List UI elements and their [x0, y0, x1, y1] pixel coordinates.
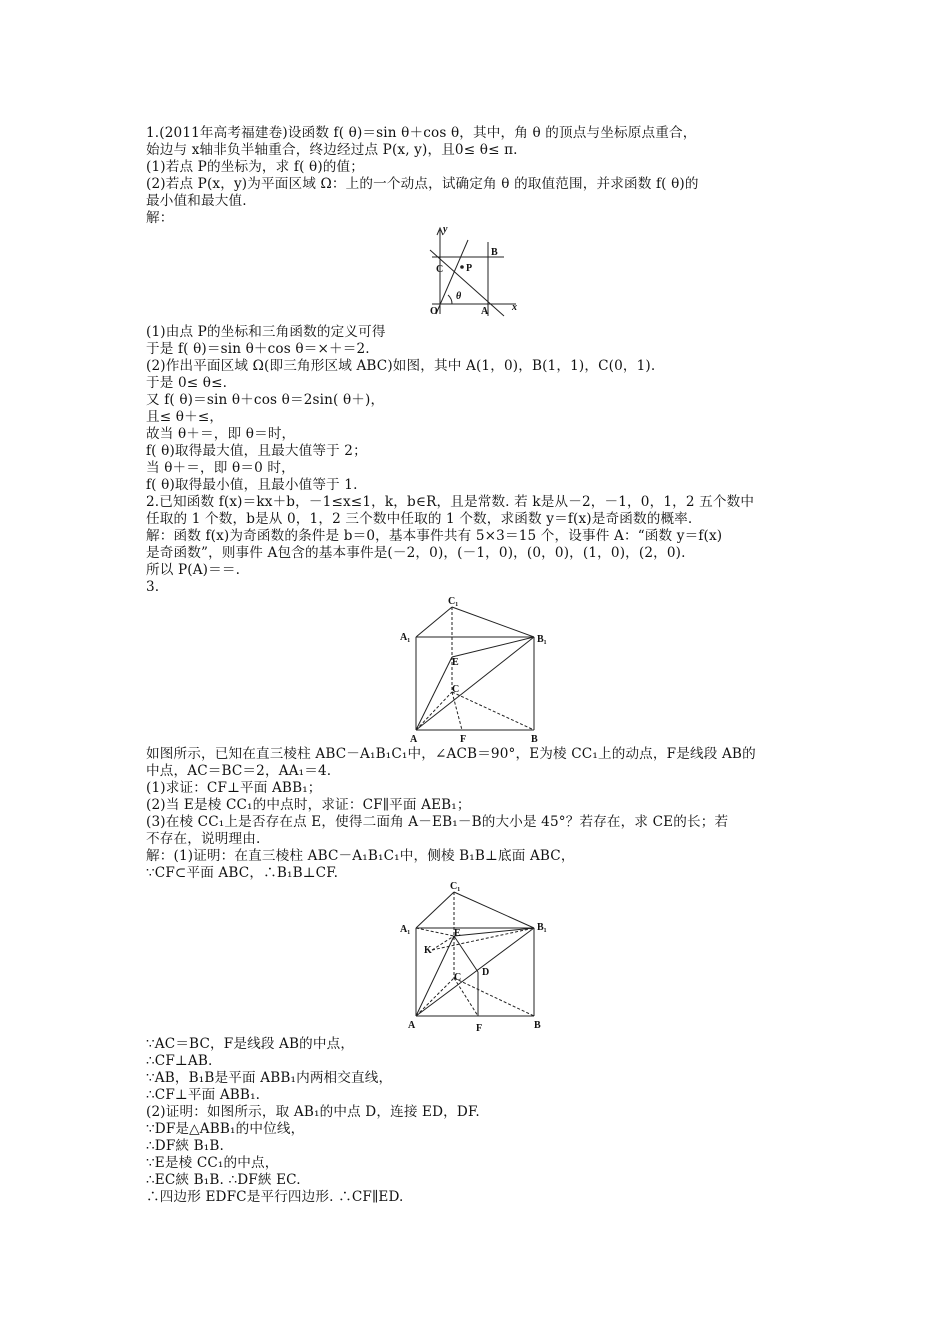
label-C: C — [452, 684, 460, 695]
text-line: ∵AC＝BC，F是线段 AB的中点， — [146, 1036, 355, 1052]
text-line: (2)当 E是棱 CC₁的中点时，求证：CF∥平面 AEB₁； — [146, 797, 471, 813]
text-line: 当 θ＋＝，即 θ＝0 时， — [146, 460, 295, 476]
text-line: f( θ)取得最小值，且最小值等于 1. — [146, 477, 358, 493]
label-E: E — [454, 928, 461, 939]
text-line: ∴EC綊 B₁B. ∴DF綊 EC. — [146, 1172, 301, 1188]
text-line: 不存在，说明理由. — [146, 831, 261, 847]
label-B: B — [534, 1020, 541, 1031]
segment-EB1 — [454, 928, 534, 936]
label-A: A — [481, 306, 489, 317]
text-line: (1)求证：CF⊥平面 ABB₁； — [146, 780, 322, 796]
segment-ED — [454, 936, 478, 972]
segment-CF-hidden — [454, 978, 478, 1016]
text-line: ∴CF⊥AB. — [146, 1053, 213, 1069]
text-line: 3. — [146, 579, 160, 595]
text-line: 如图所示，已知在直三棱柱 ABC－A₁B₁C₁中，∠ACB＝90°，E为棱 CC₁上的动点，F是线段 AB的 — [146, 746, 756, 762]
text-line: (1)若点 P的坐标为，求 f( θ)的值； — [146, 159, 365, 175]
text-line: 最小值和最大值. — [146, 193, 247, 209]
label-A1: A₁ — [400, 924, 411, 935]
label-A: A — [408, 1020, 416, 1031]
text-line: 又 f( θ)＝sin θ＋cos θ＝2sin( θ＋)， — [146, 392, 385, 408]
label-P: P — [466, 263, 473, 274]
label-C: C — [454, 972, 462, 983]
line-x-plus-y-eq-1 — [430, 250, 504, 316]
text-line: ∵DF是△ABB₁的中位线， — [146, 1121, 305, 1137]
text-line: 且≤ θ＋≤， — [146, 409, 224, 425]
label-A: A — [410, 734, 418, 745]
label-O: O — [430, 306, 438, 317]
text-line: (1)由点 P的坐标和三角函数的定义可得 — [146, 324, 386, 340]
edge-AC-hidden — [416, 692, 452, 730]
point-P — [460, 265, 464, 269]
label-C1: C₁ — [448, 596, 459, 607]
text-line: 始边与 x轴非负半轴重合，终边经过点 P(x, y)，且0≤ θ≤ π. — [146, 142, 518, 158]
segment-A1E-hidden — [416, 928, 454, 936]
edge-A1C1 — [416, 607, 452, 637]
segment-AE — [416, 936, 454, 1016]
text-line: 1.(2011年高考福建卷)设函数 f( θ)＝sin θ＋cos θ，其中，角 θ 的顶点与坐标原点重合， — [146, 125, 697, 141]
text-line: ∴CF⊥平面 ABB₁. — [146, 1087, 261, 1103]
text-line: f( θ)取得最大值，且最大值等于 2； — [146, 443, 367, 459]
text-line: 是奇函数”，则事件 A包含的基本事件是(－2，0)，(－1，0)，(0，0)，(1，0)，(2，0). — [146, 545, 686, 561]
text-line: 解： — [146, 210, 174, 226]
text-line: ∵AB，B₁B是平面 ABB₁内两相交直线， — [146, 1070, 393, 1086]
edge-C1B1 — [452, 607, 534, 637]
label-x: x — [512, 302, 517, 313]
label-B1: B₁ — [537, 634, 547, 645]
label-E: E — [452, 657, 459, 668]
text-line: ∵CF⊂平面 ABC，∴B₁B⊥CF. — [146, 865, 339, 881]
text-line: (2)若点 P(x，y)为平面区域 Ω：上的一个动点，试确定角 θ 的取值范围，并求函数 f( θ)的 — [146, 176, 699, 192]
text-line: 解：(1)证明：在直三棱柱 ABC－A₁B₁C₁中，侧棱 B₁B⊥底面 ABC， — [146, 848, 575, 864]
prism-midpoint-figure — [398, 878, 558, 1034]
label-B: B — [531, 734, 538, 745]
text-line: 2.已知函数 f(x)＝kx＋b，－1≤x≤1，k，b∈R，且是常数. 若 k是从－2，－1，0，1，2 五个数中 — [146, 494, 755, 510]
text-line: 于是 f( θ)＝sin θ＋cos θ＝×＋＝2. — [146, 341, 370, 357]
label-theta: θ — [456, 291, 462, 302]
text-line: ∴四边形 EDFC是平行四边形. ∴CF∥ED. — [146, 1189, 404, 1205]
label-F: F — [476, 1023, 483, 1034]
text-line: (2)作出平面区域 Ω(即三角形区域 ABC)如图，其中 A(1，0)，B(1，1)，C(0，1). — [146, 358, 656, 374]
text-line: (3)在棱 CC₁上是否存在点 E，使得二面角 A－EB₁－B的大小是 45°？若存在，求 CE的长；若 — [146, 814, 729, 830]
label-B1: B₁ — [537, 922, 547, 933]
text-line: 故当 θ＋＝，即 θ＝时， — [146, 426, 296, 442]
label-D: D — [482, 967, 490, 978]
label-F: F — [460, 734, 467, 745]
text-line: ∴DF綊 B₁B. — [146, 1138, 224, 1154]
label-y: y — [443, 224, 448, 235]
edge-AC-hidden — [416, 978, 454, 1016]
text-line: ∵E是棱 CC₁的中点， — [146, 1155, 279, 1171]
segment-AB1 — [416, 928, 534, 1016]
label-B: B — [491, 247, 498, 258]
text-line: 解：函数 f(x)为奇函数的条件是 b＝0，基本事件共有 5×3＝15 个，设事件 A：“函数 y＝f(x) — [146, 528, 723, 544]
text-line: 中点，AC＝BC＝2，AA₁＝4. — [146, 763, 332, 779]
coordinate-figure — [420, 222, 530, 322]
edge-C1B1 — [454, 892, 534, 928]
edge-CB-hidden — [452, 692, 534, 730]
label-A1: A₁ — [400, 632, 411, 643]
label-C: C — [436, 264, 444, 275]
edge-A1C1 — [416, 892, 454, 928]
prism-figure — [398, 594, 558, 746]
segment-AE — [416, 657, 452, 730]
text-line: 所以 P(A)＝＝. — [146, 562, 241, 578]
label-C1: C₁ — [450, 881, 461, 892]
angle-arc — [448, 295, 452, 304]
text-line: (2)证明：如图所示，取 AB₁的中点 D，连接 ED，DF. — [146, 1104, 480, 1120]
text-line: 于是 0≤ θ≤. — [146, 375, 228, 391]
label-K: K — [424, 945, 432, 956]
text-line: 任取的 1 个数，b是从 0，1，2 三个数中任取的 1 个数，求函数 y＝f(x)是奇函数的概率. — [146, 511, 693, 527]
